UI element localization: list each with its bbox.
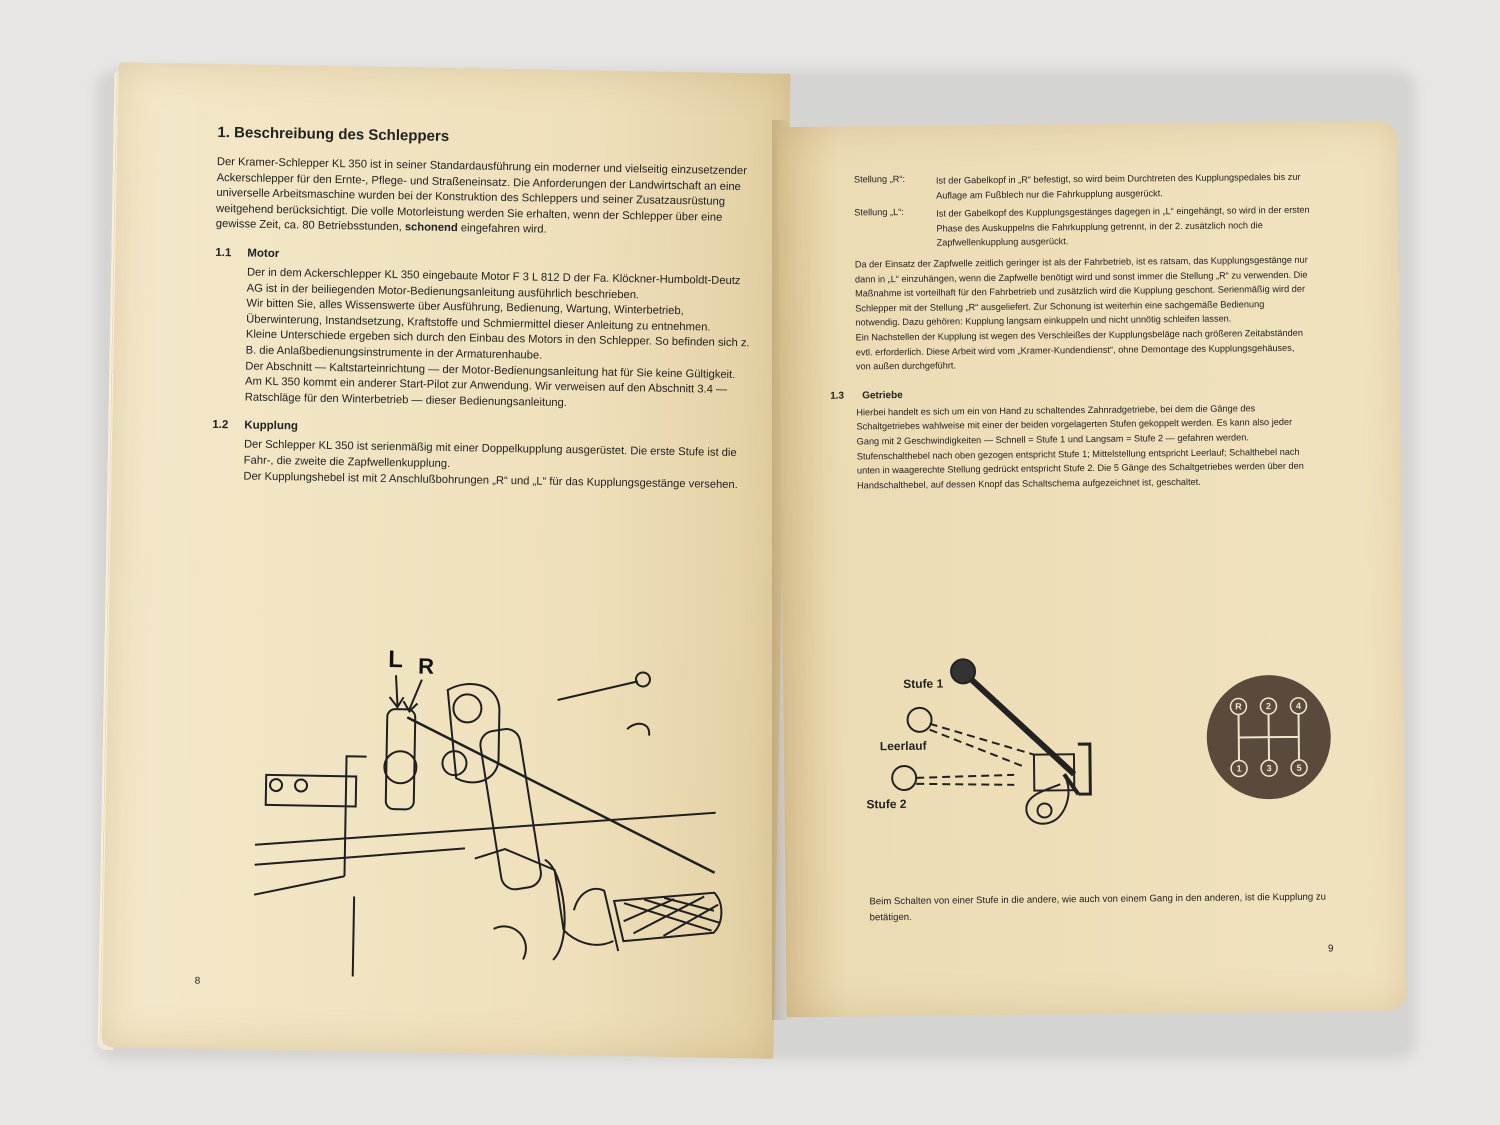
intro-paragraph: [216, 155, 757, 242]
left-page-content: [211, 124, 757, 493]
section-number: 1.1: [215, 246, 232, 260]
section-getriebe-header: [830, 385, 1312, 401]
section-heading: 1. Beschreibung des Schleppers: [217, 123, 450, 145]
gear-2: 2: [1265, 701, 1272, 712]
section-title: Kupplung: [244, 419, 299, 433]
stellung-label: Stellung „R“:: [853, 173, 906, 185]
label-leerlauf: Leerlauf: [879, 738, 927, 754]
gear-1: 1: [1236, 763, 1242, 774]
label-stufe1: Stufe 1: [903, 676, 944, 691]
label-r: R: [417, 653, 435, 679]
section-title: Getriebe: [862, 389, 903, 402]
section-kupplung-body: [243, 438, 752, 494]
motor-paragraph: Der in dem Ackerschlepper KL 350 eingebaute Motor F 3 L 812 D der Fa. Klöckner-Humboldt-Deutz AG ist in der beiliegenden Motor-Bedienungsanleitung ausführlich beschrieben.: [246, 266, 741, 301]
page-number-right: 9: [1327, 943, 1334, 955]
section-kupplung-header: [212, 419, 752, 440]
kupplung-paragraph: Der Kupplungshebel ist mit 2 Anschlußbohrungen „R“ und „L“ für das Kupplungsgestänge versehen.: [243, 469, 738, 491]
clutch-mechanism-drawing: [233, 634, 759, 983]
body-paragraph: Ein Nachstellen der Kupplung ist wegen des Verschleißes der Kupplungsbeläge nach größeren Zeitabständen evtl. erforderlich. Diese Arbeit wird vom „Kramer-Kundendienst“, ohne Demontage des Kupplungsgehäuses, von außen durchgeführt.: [855, 327, 1304, 372]
footer-note: Beim Schalten von einer Stufe in die andere, wie auch von einem Gang in den anderen, ist die Kupplung zu betätigen.: [869, 891, 1327, 924]
section-title: Motor: [247, 247, 280, 261]
right-page-content: [830, 170, 1313, 493]
section-number: 1.3: [830, 390, 845, 402]
motor-paragraph: Wir bitten Sie, alles Wissenswerte über Ausführung, Bedienung, Wartung, Winterbetrieb, Überwinterung, Instandsetzung, Kraftstoffe und Schmiermittel dieser Anleitung zu entnehmen.: [246, 297, 711, 334]
motor-paragraph: Der Abschnitt — Kaltstarteinrichtung — der Motor-Bedienungsanleitung hat für Sie keine Gültigkeit. Am KL 350 kommt ein anderer Start-Pilot zur Anwendung. Wir verweisen auf den Abschnitt 3.4 — Ratschläge für den Winterbetrieb — dieser Bedienungsanleitung.: [244, 360, 736, 409]
right-page: [777, 121, 1406, 1017]
gear-3: 3: [1266, 763, 1272, 774]
gear-4: 4: [1295, 700, 1302, 711]
gear-pattern-knob: [1203, 671, 1334, 802]
label-l: L: [388, 646, 404, 674]
section-motor-body: [245, 265, 755, 414]
section-motor-header: [215, 247, 755, 268]
intro-end: eingefahren wird.: [460, 222, 547, 237]
stellung-text: Ist der Gabelkopf des Kupplungsgestänges dagegen in „L“ eingehängt, so wird in der ersten Phase des Auskuppelns die Fahrkupplung getrennt, in der 2. zusätzlich noch die Zapfwellenkupplung ausgerückt.: [936, 204, 1310, 248]
stellung-l: [854, 203, 1310, 252]
left-page: [101, 62, 790, 1059]
body-paragraph: Da der Einsatz der Zapfwelle zeitlich geringer ist als der Fahrbetrieb, ist es ratsam, das Kupplungsgestänge nur dann in „L“ einzuhängen, wenn die Zapfwelle benötigt wird und sonst immer die Stellung „R“ zu verwenden. Die Maßnahme ist vorteilhaft für den Fahrbetrieb und zusätzlich wird die Kupplung geschont. Serienmäßig wird der Schlepper mit der Stellung „R“ ausgeliefert. Zur Schonung ist weiterhin eine sachgemäße Bedienung notwendig. Dazu gehören: Kupplung langsam einkuppeln und nicht unnötig schleifen lassen.: [854, 254, 1308, 328]
section-number: 1.2: [212, 419, 229, 432]
intro-bold: schonend: [404, 221, 458, 235]
stellung-text: Ist der Gabelkopf in „R“ befestigt, so wird beim Durchtreten des Kupplungspedales bis zur Auflage am Fußblech nur die Fahrkupplung ausgerückt.: [935, 171, 1301, 201]
kupplung-paragraph: Der Schlepper KL 350 ist serienmäßig mit einer Doppelkupplung ausgerüstet. Die erste Stufe ist die Fahr-, die zweite die Zapfwellenkupplung.: [243, 438, 737, 470]
gear-5: 5: [1296, 762, 1302, 773]
stellung-r: [854, 170, 1310, 204]
gear-r: R: [1235, 701, 1242, 712]
label-stufe2: Stufe 2: [866, 796, 907, 812]
intro-text: Der Kramer-Schlepper KL 350 ist in seiner Standardausführung ein moderner und vielseitig einzusetzender Ackerschlepper für den Ernte-, Pflege- und Straßeneinsatz. Die Anforderungen der Landwirtschaft an eine universelle Arbeitsmaschine wurden bei der Konstruktion des Schleppers und seiner Zusatzausrüstung weitgehend berücksichtigt. Die volle Motorleistung werden Sie erhalten, wenn der Schlepper über eine gewisse Zeit, ca. 80 Betriebsstunden,: [215, 155, 747, 234]
page-number-left: 8: [194, 975, 201, 987]
getriebe-paragraph: Hierbei handelt es sich um ein von Hand zu schaltendes Zahnradgetriebe, bei dem die Gänge des Schaltgetriebes wahlweise mit einer der beiden vorgelagerten Stufen gekoppelt werden. Es kann also jeder Gang mit 2 Geschwindigkeiten — Schnell = Stufe 1 und Langsam = Stufe 2 — gefahren werden. Stufenschalthebel nach oben gezogen entspricht Stufe 1; Mittelstellung entspricht Leerlauf; Schalthebel nach unten in waagerechte Stellung gedrückt entspricht Stufe 2. Die 5 Gänge des Schaltgetriebes werden über den Handschalthebel, auf dessen Knopf das Schaltschema aufgezeichnet ist, geschaltet.: [856, 403, 1304, 491]
stellung-label: Stellung „L“:: [854, 207, 904, 218]
shift-lever-diagram: [863, 643, 1145, 846]
motor-paragraph: Kleine Unterschiede ergeben sich durch den Einbau des Motors in den Schlepper. So befinden sich z. B. die Anlaßbedienungsinstrumente in der Armaturenhaube.: [245, 328, 750, 362]
